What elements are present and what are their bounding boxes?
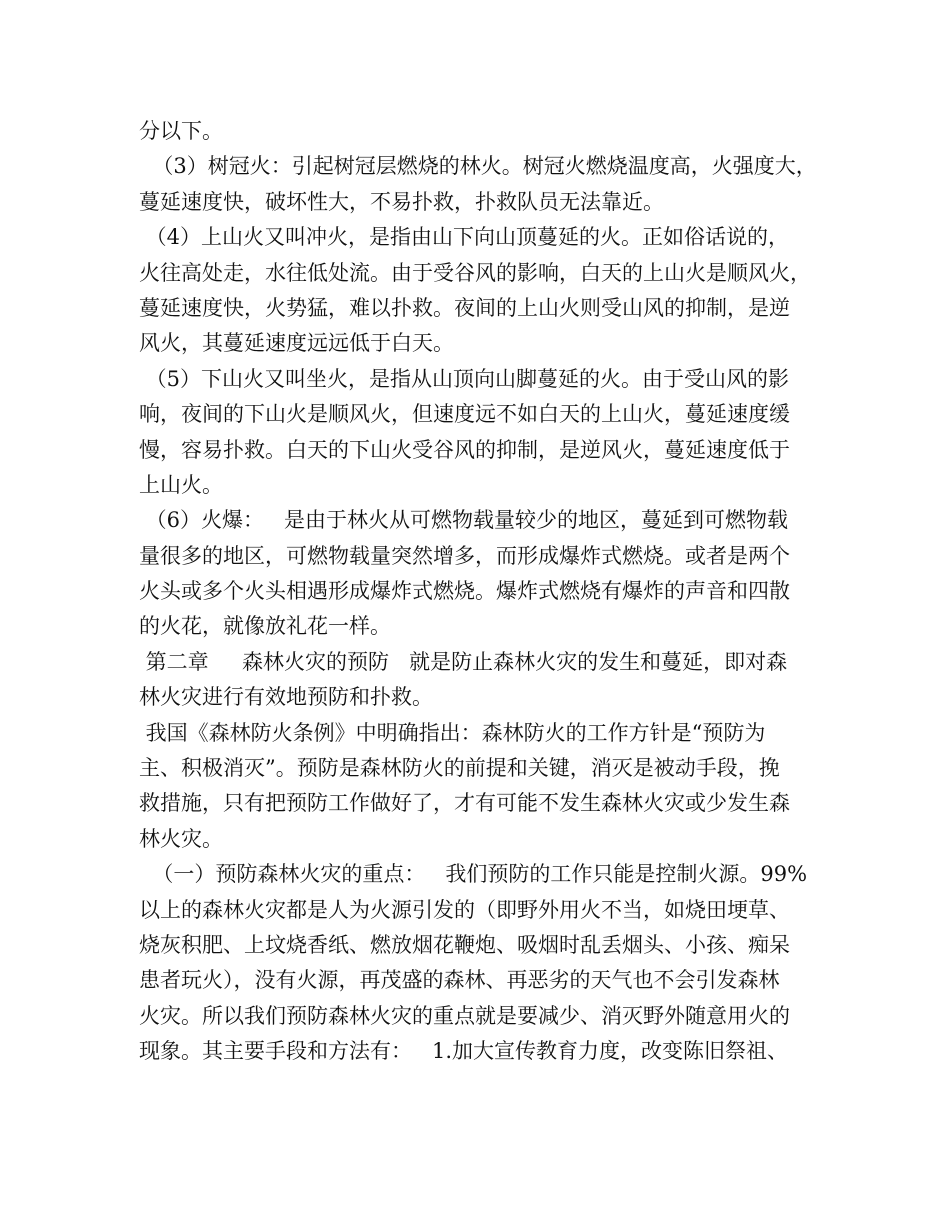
text-line: （6）火爆： 是由于林火从可燃物载量较少的地区，蔓延到可燃物载 (139, 508, 789, 533)
document-text-body (139, 114, 829, 1070)
text-line: 救措施，只有把预防工作做好了，才有可能不发生森林火灾或少发生森 (139, 791, 790, 816)
text-line: 分以下。 (139, 119, 223, 143)
text-line: （4）上山火又叫冲火，是指由山下向山顶蔓延的火。正如俗话说的， (139, 225, 790, 250)
text-line: 患者玩火），没有火源，再茂盛的森林、再恶劣的天气也不会引发森林 (139, 968, 780, 993)
text-line: 蔓延速度快，破坏性大，不易扑救，扑救队员无法靠近。 (139, 189, 664, 214)
text-line: （5）下山火又叫坐火，是指从山顶向山脚蔓延的火。由于受山风的影 (139, 366, 790, 391)
text-line: 量很多的地区，可燃物载量突然增多，而形成爆炸式燃烧。或者是两个 (139, 543, 790, 568)
text-line: 现象。其主要手段和方法有： 1.加大宣传教育力度，改变陈旧祭祖、 (139, 1039, 789, 1064)
text-line: （一）预防森林火灾的重点： 我们预防的工作只能是控制火源。99% (139, 862, 808, 887)
text-line: 我国《森林防火条例》中明确指出：森林防火的工作方针是“预防为 (139, 720, 766, 745)
text-line: 风火，其蔓延速度远远低于白天。 (139, 331, 454, 356)
text-line: 蔓延速度快，火势猛，难以扑救。夜间的上山火则受山风的抑制，是逆 (139, 295, 790, 320)
text-line: 火灾。所以我们预防森林火灾的重点就是要减少、消灭野外随意用火的 (139, 1003, 790, 1028)
text-line: 主、积极消灭”。预防是森林防火的前提和关键，消灭是被动手段，挽 (139, 756, 780, 781)
text-line: 林火灾进行有效地预防和扑救。 (139, 685, 433, 710)
text-line: 第二章 森林火灾的预防 就是防止森林火灾的发生和蔓延，即对森 (139, 649, 788, 674)
text-line: 火头或多个火头相遇形成爆炸式燃烧。爆炸式燃烧有爆炸的声音和四散 (139, 579, 790, 604)
text-line: 火往高处走，水往低处流。由于受谷风的影响，白天的上山火是顺风火， (139, 260, 811, 285)
text-line: 林火灾。 (139, 826, 223, 851)
text-line: 响，夜间的下山火是顺风火，但速度远不如白天的上山火，蔓延速度缓 (139, 402, 790, 427)
text-line: 以上的森林火灾都是人为火源引发的（即野外用火不当，如烧田埂草、 (139, 897, 790, 922)
text-line: 慢，容易扑救。白天的下山火受谷风的抑制，是逆风火，蔓延速度低于 (139, 437, 790, 462)
text-line: （3）树冠火：引起树冠层燃烧的林火。树冠火燃烧温度高，火强度大， (139, 154, 817, 179)
text-line: 的火花，就像放礼花一样。 (139, 614, 391, 639)
text-line: 上山火。 (139, 472, 223, 497)
text-line: 烧灰积肥、上坟烧香纸、燃放烟花鞭炮、吸烟时乱丢烟头、小孩、痴呆 (139, 932, 790, 957)
